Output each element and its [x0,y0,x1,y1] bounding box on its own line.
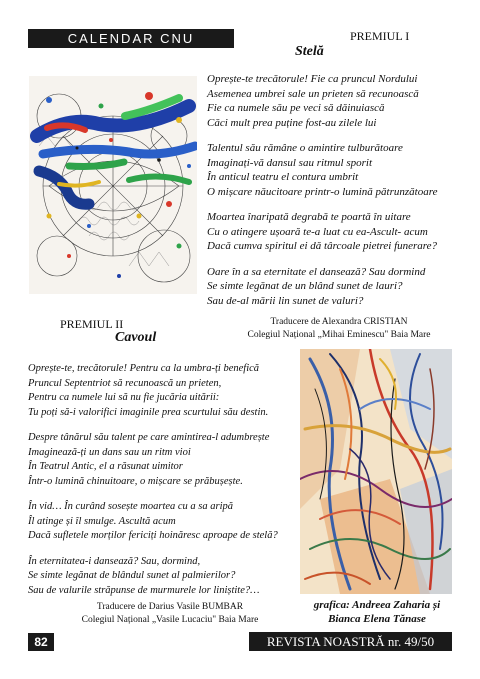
graphics-credit [297,598,457,626]
verse-line: Talentul său rămâne o amintire tulburătoare [207,142,403,154]
poem-title-2: Cavoul [115,330,157,345]
verse-line: În anticul teatru el contura umbrit [207,171,359,183]
verse-line: Se simte legănat de blândul sunet al palmierilor? [28,570,236,581]
verse-line: Oare în a sa eternitate el dansează? Sau dormind [207,265,426,278]
verse-line: Într-o lumină chinuitoare, o mișcare se prăbușește. [28,475,243,487]
verse-line: Moartea înaripată degrabă te poartă în uitare [207,211,411,223]
verse-line: Dacă cumva spiritul ei dă târcoale pietrei funerare? [207,240,438,252]
verse-line: Pruncul Septentriot să recunoască un prieten, [28,377,222,389]
artwork-paint-splatter [29,76,197,294]
stanza [28,362,278,420]
verse-line: Oprește-te, trecătorule! Pentru ca la umbra-ți benefică [28,363,260,374]
poem-stela [207,72,437,319]
verse-line: Fie ca numele său pe veci să dăinuiască [207,102,385,114]
stanza [207,72,437,130]
prize-label-2: PREMIUL II [60,317,124,331]
stanza [207,265,437,309]
section-banner: CALENDAR CNU [28,29,234,48]
poem-title-1: Stelă [295,44,324,59]
stanza [28,555,278,599]
graphics-credit-line: Bianca Elena Tănase [328,613,426,625]
page-number: 82 [28,633,54,651]
verse-line: Îl atinge și îl smulge. Ascultă acum [28,515,176,527]
artwork-brushstroke-painting [300,349,452,594]
verse-line: Imaginați-vă dansul sau ritmul sporit [207,156,373,169]
translator-school: Colegiul Național „Vasile Lucaciu" Baia Mare [81,615,259,625]
verse-line: Căci mult prea puține fost-au zilele lui [207,116,377,129]
verse-line: În eternitatea-i dansează? Sau, dormind, [28,555,201,567]
translator-credit-1 [226,316,452,342]
poem-cavoul [28,362,278,609]
verse-line: Sau de-al mării lin sunet de valuri? [207,294,364,307]
translator-name: Traducere de Alexandra CRISTIAN [270,317,408,327]
graphics-credit-line: grafica: Andreea Zaharia și [313,599,441,611]
translator-credit-2 [60,601,280,627]
verse-line: Oprește-te trecătorule! Fie ca pruncul Nordului [207,73,418,85]
verse-line: Pentru ca numele lui să nu fie jucăria uitării: [28,392,220,403]
verse-line: Cu o atingere ușoară te-a luat cu ea-Ascult- acum [207,225,428,238]
verse-line: Sau de valurile străpunse de murmurele lor liniștite?… [28,584,260,596]
verse-line: Tu poți să-i valorifici imaginile prea scurtului său destin. [28,406,269,418]
stanza [28,500,278,544]
translator-school: Colegiul Național „Mihai Eminescu" Baia Mare [247,330,431,340]
verse-line: Dacă sufletele morților fericiți hoinăresc aproape de stelă? [28,530,278,541]
stanza [207,210,437,254]
verse-line: Despre tânărul său talent pe care amintirea-l adumbrește [28,432,270,443]
verse-line: Se simte legănat de un blând sunet de lauri? [207,280,403,292]
translator-name: Traducere de Darius Vasile BUMBAR [96,602,244,612]
verse-line: O mișcare năucitoare printr-o lumină pătrunzătoare [207,185,438,198]
verse-line: Imaginează-ți un dans sau un ritm vioi [28,446,191,458]
stanza [207,141,437,199]
stanza [28,431,278,489]
verse-line: Asemenea umbrei sale un prieten să recunoască [207,87,419,100]
verse-line: În Teatrul Antic, el a răsunat uimitor [28,461,183,472]
verse-line: În vid… În curând sosește moartea cu a sa aripă [28,501,234,512]
magazine-issue: REVISTA NOASTRĂ nr. 49/50 [249,632,452,651]
prize-label-1: PREMIUL I [350,29,410,43]
